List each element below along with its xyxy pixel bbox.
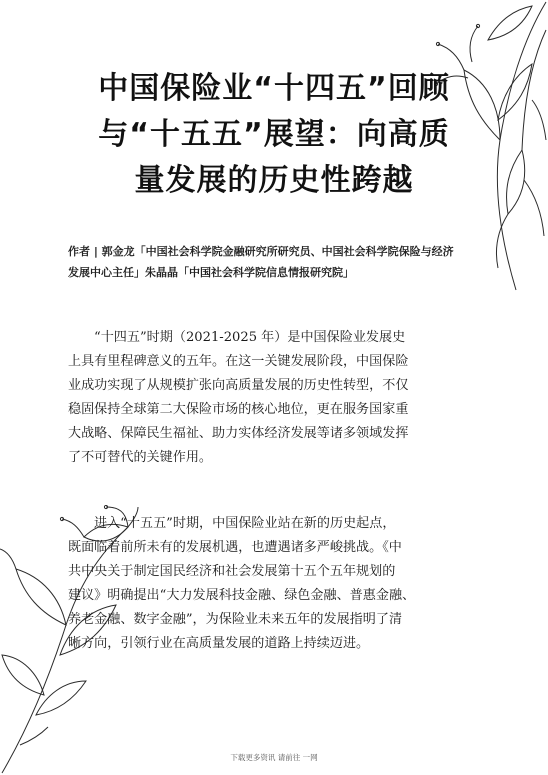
paragraph-line: 既面临着前所未有的发展机遇，也遭遇诸多严峻挑战。《中 <box>68 540 402 555</box>
paragraph-line: 晰方向，引领行业在高质量发展的道路上持续迈进。 <box>68 636 370 651</box>
title-line: 量发展的历史性跨越 <box>134 163 414 198</box>
title-line: 中国保险业“十四五”回顾 <box>98 71 450 106</box>
paragraph-line: 养老金融、数字金融”，为保险业未来五年的发展指明了清 <box>68 612 403 627</box>
paragraph-line: 进入“十五五”时期，中国保险业站在新的历史起点， <box>94 516 396 531</box>
paragraph-line: 稳固保持全球第二大保险市场的核心地位，更在服务国家重 <box>68 402 409 417</box>
paragraph-line: 了不可替代的关键作用。 <box>68 450 213 465</box>
body-paragraph <box>68 512 486 656</box>
paragraph-line: 建议》明确提出“大力发展科技金融、绿色金融、普惠金融、 <box>68 588 416 603</box>
paragraph-line: 共中央关于制定国民经济和社会发展第十五个五年规划的 <box>68 564 396 579</box>
paragraph-line: 上具有里程碑意义的五年。在这一关键发展阶段，中国保险 <box>68 354 409 369</box>
title-line: 与“十五五”展望：向高质 <box>98 117 450 152</box>
paragraph-line: 大战略、保障民生福祉、助力实体经济发展等诸多领域发挥 <box>68 426 409 441</box>
byline-line: 作者 | 郭金龙「中国社会科学院金融研究所研究员、中国社会科学院保险与经济 <box>68 245 454 258</box>
paragraph-line: “十四五”时期（2021-2025 年）是中国保险业发展史 <box>94 330 406 345</box>
article-title <box>40 66 508 204</box>
paragraph-line: 业成功实现了从规模扩张向高质量发展的历史性转型，不仅 <box>68 378 409 393</box>
byline-line: 发展中心主任」朱晶晶「中国社会科学院信息情报研究院」 <box>68 266 354 279</box>
page-footer: 下载更多资讯 请前往 一网 <box>230 753 318 762</box>
author-byline <box>68 241 488 283</box>
body-paragraph <box>68 326 486 470</box>
